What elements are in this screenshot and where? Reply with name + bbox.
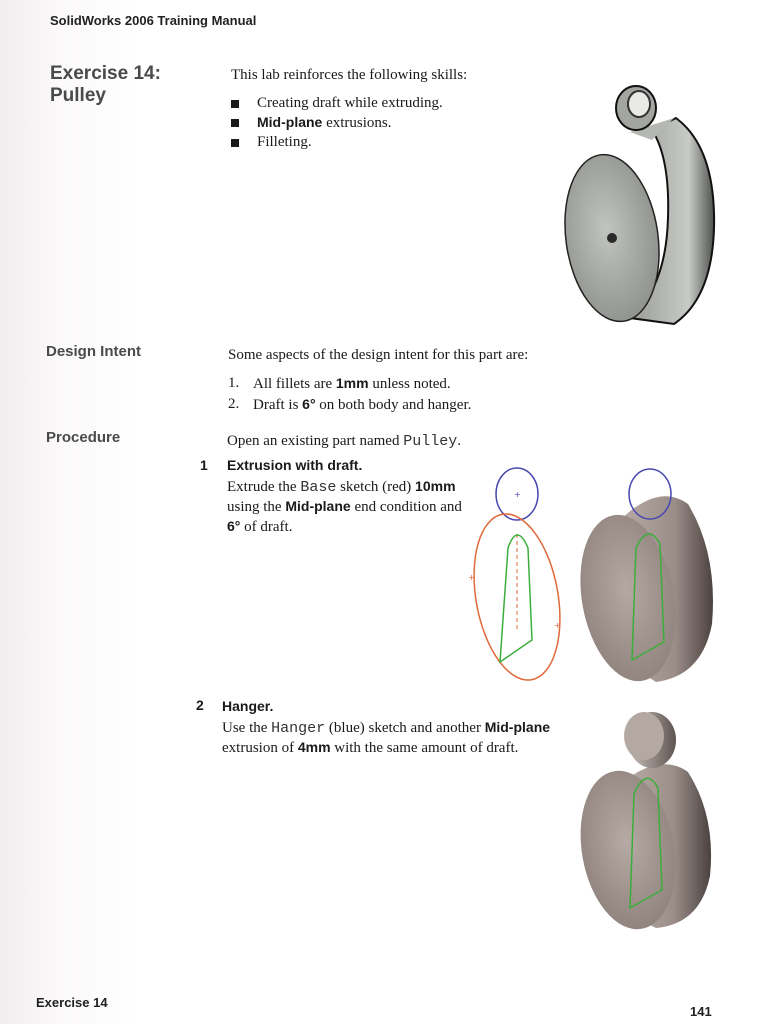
hanger-sketch-origin: + [514, 490, 521, 499]
base-sketch-point-left: + [468, 573, 475, 582]
sketch-figure [462, 462, 572, 684]
code-term: Base [300, 479, 337, 496]
exercise-title [50, 63, 161, 107]
skill-item [231, 113, 443, 133]
page-number: 141 [690, 1004, 712, 1019]
text-run: extrusion of [222, 740, 298, 756]
step2-body [222, 718, 572, 758]
emphasis-text: 1mm [335, 375, 369, 391]
extrusion-preview-outline [500, 535, 532, 662]
item-number: 2. [228, 396, 240, 412]
emphasis-text: 6° [227, 518, 241, 534]
pulley-center-hole [607, 233, 617, 243]
skill-item [231, 133, 443, 152]
text-run: Extrude the [227, 479, 301, 495]
text-run: using the [227, 499, 286, 515]
text-run: unless noted. [368, 376, 451, 392]
step1-number: 1 [200, 457, 208, 473]
text-run: end condition and [350, 499, 462, 515]
design-intent-item [228, 394, 471, 415]
running-header: SolidWorks 2006 Training Manual [50, 13, 257, 28]
design-intent-item [228, 373, 471, 394]
text-run: (blue) sketch and another [325, 720, 485, 736]
text-run: All fillets are [253, 376, 336, 392]
code-term: Pulley [403, 433, 458, 450]
design-intent-intro: Some aspects of the design intent for this part are: [228, 347, 529, 363]
text-run: sketch (red) [336, 479, 416, 495]
text-run: Draft is [253, 397, 303, 413]
emphasis-text: Mid-plane [285, 498, 351, 514]
text-run: Creating draft while extruding. [257, 95, 443, 111]
design-intent-list [228, 373, 471, 415]
skills-list [231, 94, 443, 152]
pulley-hanger-hole [628, 91, 650, 117]
base-extrusion-figure [578, 464, 718, 686]
emphasis-text: 6° [302, 396, 316, 412]
step2-title: Hanger. [222, 698, 274, 714]
exercise-title-line2: Pulley [50, 85, 106, 106]
step1-title: Extrusion with draft. [227, 457, 363, 473]
hanger-boss-face [624, 712, 664, 760]
emphasis-text: 4mm [297, 739, 331, 755]
text-run: with the same amount of draft. [330, 740, 519, 756]
text-run: extrusions. [322, 115, 392, 131]
text-run: on both body and hanger. [315, 397, 472, 413]
base-sketch-point-right: + [554, 621, 561, 630]
skill-item [231, 94, 443, 113]
procedure-text [227, 432, 461, 451]
emphasis-text: Mid-plane [484, 719, 551, 735]
item-number: 1. [228, 375, 240, 391]
text-run: of draft. [240, 519, 293, 535]
design-intent-heading: Design Intent [46, 343, 142, 360]
text-run: . [457, 433, 461, 449]
base-sketch-ellipse [462, 507, 572, 684]
step1-body [227, 477, 462, 537]
pulley-finished-figure [556, 78, 726, 328]
footer-chapter: Exercise 14 [36, 995, 108, 1010]
text-run: Filleting. [257, 134, 312, 150]
procedure-heading: Procedure [46, 429, 121, 446]
text-run: Open an existing part named [227, 433, 404, 449]
hanger-extrusion-figure [576, 708, 716, 933]
code-term: Hanger [271, 720, 326, 737]
exercise-title-line1: Exercise 14: [50, 63, 161, 84]
emphasis-text: 10mm [415, 478, 456, 494]
intro-text: This lab reinforces the following skills: [231, 67, 468, 83]
text-run: Use the [222, 720, 272, 736]
step2-number: 2 [196, 697, 204, 713]
emphasis-text: Mid-plane [257, 114, 323, 130]
